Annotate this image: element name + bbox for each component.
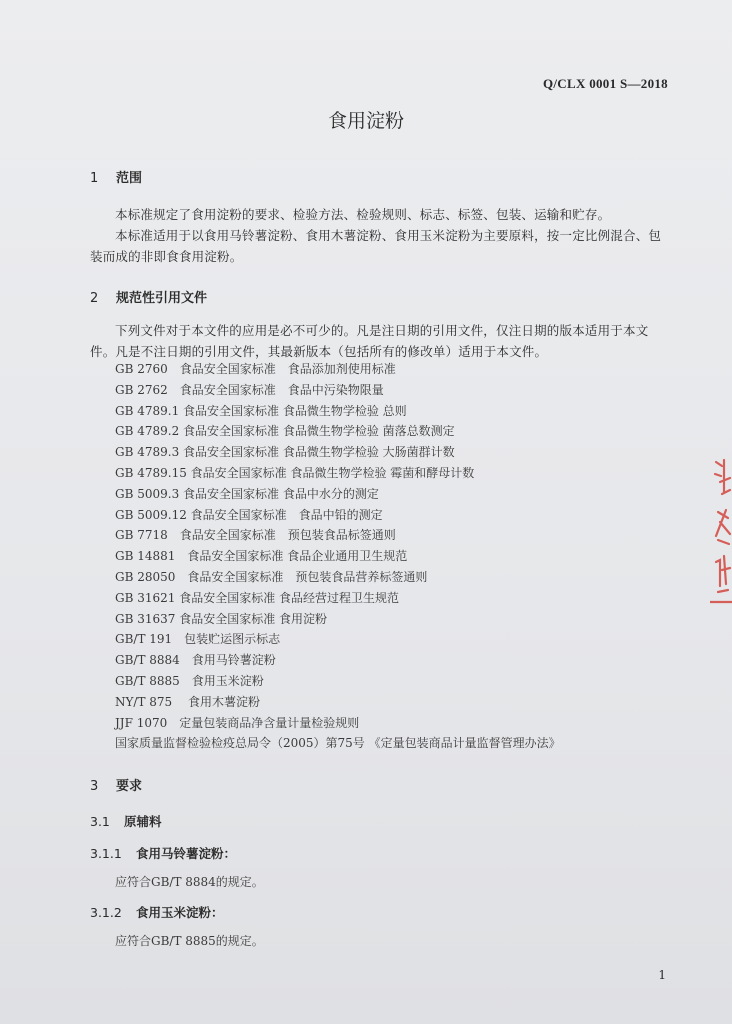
reference-item: NY/T 875 食用木薯淀粉 <box>115 694 261 709</box>
reference-list <box>115 359 561 754</box>
reference-item: GB 2762 食品安全国家标准 食品中污染物限量 <box>115 382 384 397</box>
normative-intro: 下列文件对于本文件的应用是必不可少的。凡是注日期的引用文件，仅注日期的版本适用于本文件。凡是不注日期的引用文件，其最新版本（包括所有的修改单）适用于本文件。 <box>90 323 649 359</box>
reference-item: GB 4789.2 食品安全国家标准 食品微生物学检验 菌落总数测定 <box>115 424 455 439</box>
section-2-heading <box>90 287 207 306</box>
scope-paragraph-2: 本标准适用于以食用马铃薯淀粉、食用木薯淀粉、食用玉米淀粉为主要原料，按一定比例混合、包装而成的非即食食用淀粉。 <box>90 228 662 264</box>
reference-item: GB 14881 食品安全国家标准 食品企业通用卫生规范 <box>115 549 408 564</box>
reference-item: GB 31621 食品安全国家标准 食品经营过程卫生规范 <box>115 590 400 605</box>
subsection-3-1-heading <box>90 812 162 830</box>
reference-item: GB 5009.3 食品安全国家标准 食品中水分的测定 <box>115 486 379 501</box>
reference-item: JJF 1070 定量包装商品净含量计量检验规则 <box>115 715 360 730</box>
reference-item: GB 31637 食品安全国家标准 食用淀粉 <box>115 611 328 626</box>
section-title: 要求 <box>116 779 143 794</box>
section-title: 范围 <box>116 171 143 186</box>
reference-item: GB 4789.3 食品安全国家标准 食品微生物学检验 大肠菌群计数 <box>115 445 455 460</box>
section-number: 2 <box>90 291 99 306</box>
section-title: 原辅料 <box>124 814 162 829</box>
reference-item: GB/T 191 包装贮运图示标志 <box>115 632 281 647</box>
reference-item: 国家质量监督检验检疫总局令（2005）第75号 《定量包装商品计量监督管理办法》 <box>115 736 561 751</box>
reference-item: GB 4789.15 食品安全国家标准 食品微生物学检验 霉菌和酵母计数 <box>115 465 475 480</box>
scope-paragraph-1: 本标准规定了食用淀粉的要求、检验方法、检验规则、标志、标签、包装、运输和贮存。 <box>115 207 611 222</box>
red-seal-stamp <box>710 452 732 612</box>
section-title: 食用马铃薯淀粉： <box>136 846 237 861</box>
reference-item: GB 5009.12 食品安全国家标准 食品中铅的测定 <box>115 507 383 522</box>
reference-item: GB 4789.1 食品安全国家标准 食品微生物学检验 总则 <box>115 403 407 418</box>
reference-item: GB/T 8884 食用马铃薯淀粉 <box>115 653 276 668</box>
section-number: 1 <box>90 171 99 186</box>
reference-item: GB 28050 食品安全国家标准 预包装食品营养标签通则 <box>115 569 428 584</box>
page-number: 1 <box>658 968 666 982</box>
subsection-3-1-1-heading <box>90 844 236 862</box>
section-number: 3.1 <box>90 814 110 829</box>
subsection-3-1-1-text: 应符合GB/T 8884的规定。 <box>115 875 264 889</box>
section-title: 规范性引用文件 <box>116 291 208 306</box>
section-title: 食用玉米淀粉： <box>136 905 224 920</box>
section-3-heading <box>90 775 142 794</box>
section-1-heading <box>90 167 142 186</box>
reference-item: GB 2760 食品安全国家标准 食品添加剂使用标准 <box>115 362 396 376</box>
reference-item: GB 7718 食品安全国家标准 预包装食品标签通则 <box>115 528 396 543</box>
section-number: 3.1.2 <box>90 905 122 920</box>
section-number: 3.1.1 <box>90 846 122 861</box>
subsection-3-1-2-heading <box>90 903 224 921</box>
document-number: Q/CLX 0001 S—2018 <box>542 76 668 91</box>
subsection-3-1-2-text: 应符合GB/T 8885的规定。 <box>115 934 264 948</box>
page-title: 食用淀粉 <box>327 110 404 132</box>
section-number: 3 <box>90 779 99 794</box>
reference-item: GB/T 8885 食用玉米淀粉 <box>115 673 264 688</box>
